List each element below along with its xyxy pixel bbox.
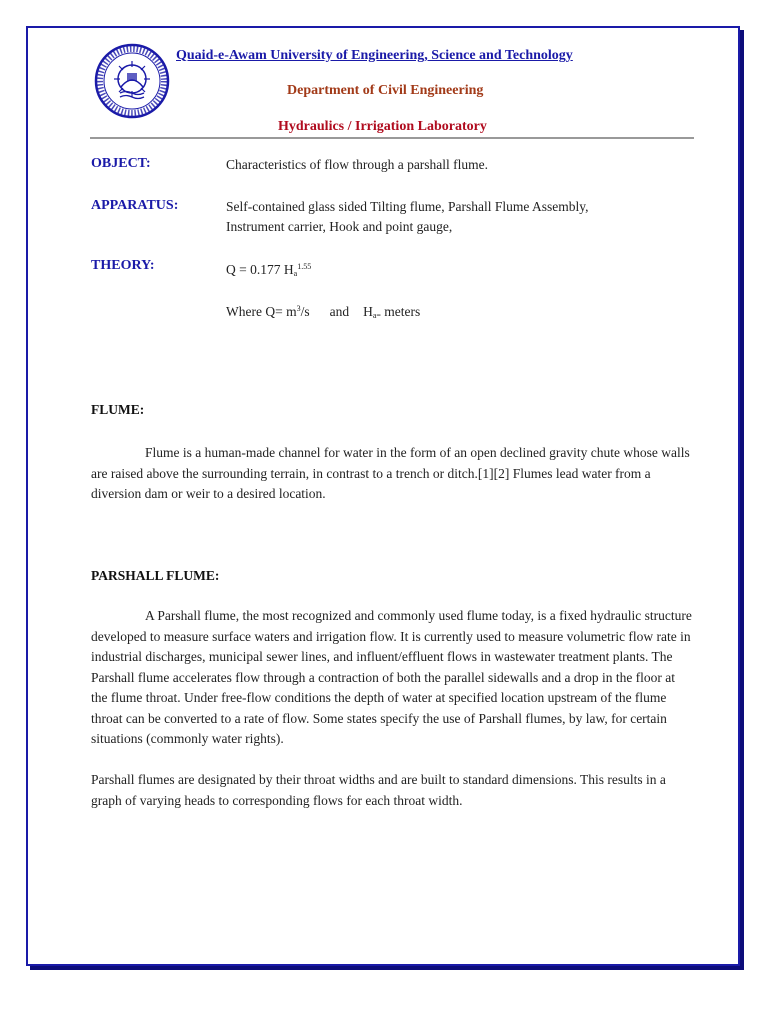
formula-exponent: 1.55 xyxy=(297,262,312,271)
where-prefix: Where Q= m xyxy=(226,304,297,319)
laboratory-title: Hydraulics / Irrigation Laboratory xyxy=(278,119,487,134)
parshall-paragraph-2: Parshall flumes are designated by their throat widths and are built to standard dimensions. This results in a graph of varying heads to corresponding flows for each throat width. xyxy=(91,772,666,808)
object-text: Characteristics of flow through a parshall flume. xyxy=(226,157,489,172)
h-subscript: a= xyxy=(372,311,381,320)
parshall-heading: PARSHALL FLUME: xyxy=(91,568,220,583)
department-title: Department of Civil Engineering xyxy=(287,83,484,98)
header-divider xyxy=(90,137,694,139)
where-unit: /s xyxy=(300,304,310,319)
apparatus-line-2: Instrument carrier, Hook and point gauge, xyxy=(226,219,453,234)
where-and: and xyxy=(329,304,350,319)
theory-where xyxy=(226,299,420,326)
parshall-paragraph-1: A Parshall flume, the most recognized and commonly used flume today, is a fixed hydraulic structure developed to measure surface waters and irrigation flow. It is currently used to measure volumetric flow rate in industrial discharges, municipal sewer lines, and influent/effluent flows in wastewater treatment plants. The Parshall flume accelerates flow through a contraction of both the parallel sidewalls and a drop in the floor at the flume throat. Under free-flow conditions the depth of water at specified location upstream of the flume throat can be converted to a rate of flow. Some states specify the use of Parshall flumes, by law, for certain situations (commonly water rights). xyxy=(91,608,692,746)
apparatus-line-1: Self-contained glass sided Tilting flume, Parshall Flume Assembly, xyxy=(226,199,589,214)
h-symbol: H xyxy=(363,304,373,319)
flume-paragraph: Flume is a human-made channel for water in the form of an open declined gravity chute whose walls are raised above the surrounding terrain, in contrast to a trench or ditch.[1][2] Flumes lead water from a diversion dam or weir to a desired location. xyxy=(91,445,690,501)
apparatus-label: APPARATUS: xyxy=(91,198,179,213)
formula-subscript: a xyxy=(293,269,298,278)
formula-prefix: Q = 0.177 H xyxy=(226,262,294,277)
h-unit: meters xyxy=(384,304,421,319)
flume-heading: FLUME: xyxy=(91,402,145,417)
theory-label: THEORY: xyxy=(91,258,155,273)
object-label: OBJECT: xyxy=(91,156,151,171)
university-logo xyxy=(94,43,170,119)
where-exponent: 3 xyxy=(296,304,301,313)
apparatus-text xyxy=(226,197,588,237)
theory-formula xyxy=(226,257,311,284)
university-title[interactable]: Quaid-e-Awam University of Engineering, Science and Technology xyxy=(176,48,573,63)
